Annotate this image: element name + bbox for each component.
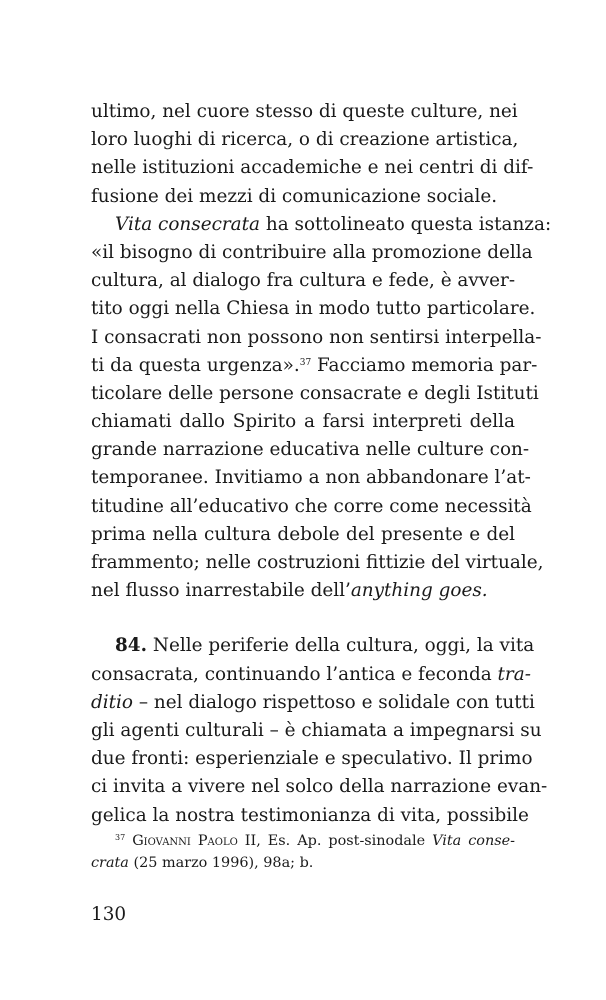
text-line: loro luoghi di ricerca, o di creazione artistica, (91, 129, 519, 151)
text-line: gli agenti culturali – è chiamata a impegnarsi su (91, 719, 542, 741)
italic-word: tra- (497, 663, 531, 685)
text-line: due fronti: esperienziale e speculativo. Il primo (91, 748, 533, 770)
text-span: ha sottolineato questa istanza: (260, 213, 552, 235)
text-line: frammento; nelle costruzioni fittizie del virtuale, (91, 552, 544, 573)
text-line: nelle istituzioni accademiche e nei centri di dif- (91, 157, 534, 179)
text-span: Facciamo memoria par- (311, 354, 538, 376)
paragraph-number: 84. (115, 635, 147, 657)
paragraph-gap (91, 605, 515, 632)
text-span: , Es. Ap. post-sinodale (256, 833, 433, 849)
text-line: gelica la nostra testimonianza di vita, possibile (91, 804, 529, 826)
text-line: ticolare delle persone consacrate e degli Istituti (91, 382, 539, 404)
italic-phrase: anything goes. (350, 580, 488, 602)
text-span: ti da questa urgenza». (91, 354, 300, 376)
text-span: – nel dialogo rispettoso e solidale con tutti (133, 691, 535, 713)
text-span: nel flusso inarrestabile dell’ (91, 580, 351, 602)
text-line: «il bisogno di contribuire alla promozione della (91, 241, 533, 263)
text-line (91, 689, 535, 717)
text-line: grande narrazione educativa nelle culture con- (91, 439, 530, 461)
footnote-author: Giovanni Paolo II (132, 833, 257, 849)
text-line (91, 211, 552, 239)
footnote-line (91, 852, 515, 874)
text-span: (25 marzo 1996), 98a; b. (128, 855, 314, 871)
text-line: ci invita a vivere nel solco della narrazione evan- (91, 776, 548, 798)
footnote-marker: 37 (115, 833, 126, 842)
text-line: chiamati dallo Spirito a farsi interpreti della (91, 411, 515, 433)
italic-title: Vita consecrata (115, 213, 260, 235)
text-line: tito oggi nella Chiesa in modo tutto particolare. (91, 298, 536, 320)
footnote-reference[interactable]: 37 (299, 357, 312, 368)
italic-title: crata (91, 855, 129, 871)
body-text (91, 98, 552, 830)
text-line (91, 632, 535, 660)
italic-title: Vita conse- (432, 833, 515, 849)
footnote (91, 830, 515, 874)
text-line: temporanee. Invitiamo a non abbandonare l’at- (91, 467, 531, 489)
text-line: I consacrati non possono non sentirsi interpella- (91, 326, 542, 348)
footnote-line (91, 830, 515, 852)
italic-word: ditio (91, 691, 133, 713)
text-span: consacrata, continuando l’antica e feconda (91, 663, 498, 685)
text-line (91, 577, 515, 605)
text-line (91, 352, 538, 380)
text-line: titudine all’educativo che corre come necessità (91, 495, 532, 517)
text-line: ultimo, nel cuore stesso di queste culture, nei (91, 101, 518, 122)
text-line (91, 661, 531, 689)
text-line: prima nella cultura debole del presente e del (91, 523, 515, 545)
page-number: 130 (91, 904, 127, 925)
text-line: fusione dei mezzi di comunicazione sociale. (91, 185, 498, 207)
text-span: Nelle periferie della cultura, oggi, la vita (147, 635, 535, 657)
text-line: cultura, al dialogo fra cultura e fede, è avver- (91, 270, 516, 292)
